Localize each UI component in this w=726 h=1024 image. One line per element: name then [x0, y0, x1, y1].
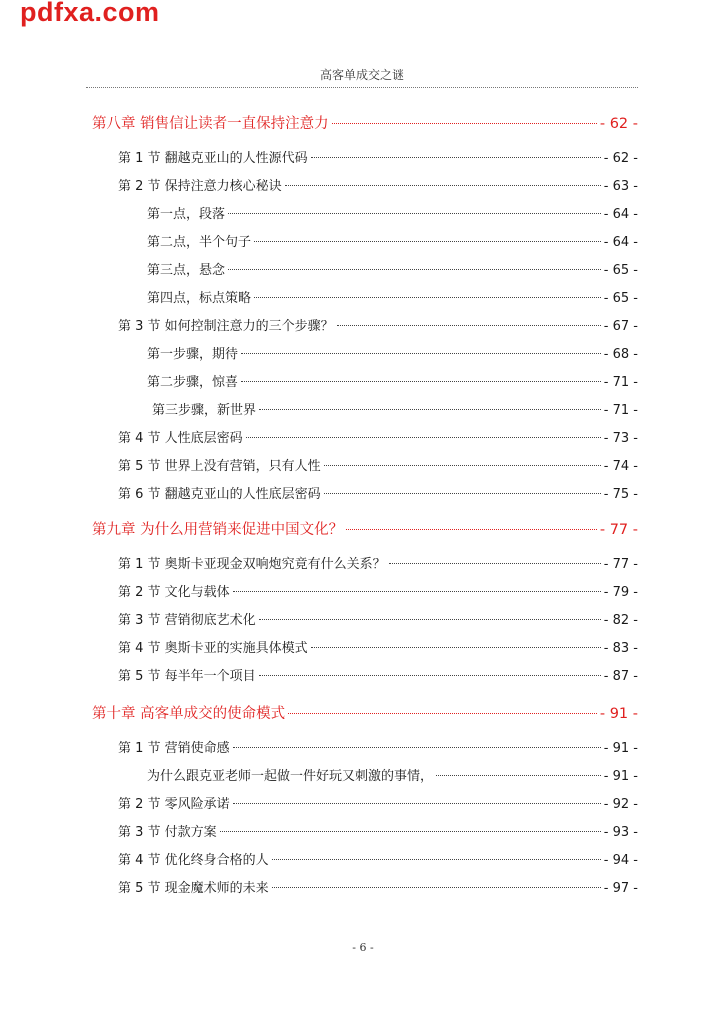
toc-entry-title: 第八章 销售信让读者一直保持注意力 — [92, 116, 329, 132]
toc-subsection-entry[interactable] — [147, 767, 638, 787]
toc-entry-page: - 87 - — [603, 669, 638, 684]
toc-dot-leader — [285, 185, 601, 186]
toc-entry-page: - 93 - — [603, 825, 638, 840]
toc-subsection-entry[interactable] — [147, 233, 638, 253]
toc-entry-title: 为什么跟克亚老师一起做一件好玩又刺激的事情， — [147, 769, 434, 784]
toc-section-entry[interactable] — [118, 739, 638, 759]
toc-dot-leader — [324, 465, 601, 466]
toc-dot-leader — [259, 409, 601, 410]
toc-entry-title: 第 3 节 如何控制注意力的三个步骤？ — [118, 319, 334, 334]
toc-dot-leader — [259, 675, 601, 676]
toc-entry-page: - 94 - — [603, 853, 638, 868]
toc-entry-title: 第 5 节 现金魔术师的未来 — [118, 881, 269, 896]
toc-dot-leader — [311, 157, 601, 158]
toc-entry-title: 第 1 节 翻越克亚山的人性源代码 — [118, 151, 308, 166]
toc-dot-leader — [233, 747, 601, 748]
toc-entry-page: - 75 - — [603, 487, 638, 502]
toc-section-entry[interactable] — [118, 555, 638, 575]
toc-entry-title: 第 1 节 奥斯卡亚现金双响炮究竟有什么关系？ — [118, 557, 386, 572]
toc-section-entry[interactable] — [118, 177, 638, 197]
toc-chapter-entry[interactable] — [92, 704, 638, 724]
toc-dot-leader — [346, 529, 597, 530]
toc-chapter-entry[interactable] — [92, 114, 638, 134]
toc-entry-title: 第 3 节 付款方案 — [118, 825, 217, 840]
toc-entry-page: - 77 - — [599, 522, 638, 538]
toc-subsection-entry[interactable] — [147, 289, 638, 309]
toc-entry-page: - 64 - — [603, 235, 638, 250]
toc-section-entry[interactable] — [118, 851, 638, 871]
toc-entry-title: 第 2 节 文化与载体 — [118, 585, 230, 600]
toc-entry-page: - 71 - — [603, 403, 638, 418]
toc-dot-leader — [228, 213, 601, 214]
toc-entry-title: 第 4 节 人性底层密码 — [118, 431, 243, 446]
toc-entry-title: 第 5 节 每半年一个项目 — [118, 669, 256, 684]
toc-dot-leader — [436, 775, 601, 776]
toc-subsection-entry[interactable] — [152, 401, 638, 421]
toc-entry-page: - 92 - — [603, 797, 638, 812]
toc-entry-page: - 62 - — [603, 151, 638, 166]
toc-dot-leader — [324, 493, 601, 494]
toc-entry-page: - 73 - — [603, 431, 638, 446]
toc-dot-leader — [332, 123, 597, 124]
toc-entry-page: - 91 - — [603, 741, 638, 756]
toc-entry-title: 第 4 节 奥斯卡亚的实施具体模式 — [118, 641, 308, 656]
toc-subsection-entry[interactable] — [147, 261, 638, 281]
toc-dot-leader — [259, 619, 601, 620]
toc-entry-title: 第十章 高客单成交的使命模式 — [92, 706, 286, 722]
toc-entry-page: - 68 - — [603, 347, 638, 362]
toc-entry-page: - 74 - — [603, 459, 638, 474]
toc-entry-title: 第 6 节 翻越克亚山的人性底层密码 — [118, 487, 321, 502]
toc-entry-page: - 64 - — [603, 207, 638, 222]
toc-entry-title: 第 2 节 零风险承诺 — [118, 797, 230, 812]
toc-subsection-entry[interactable] — [147, 345, 638, 365]
toc-dot-leader — [246, 437, 601, 438]
toc-entry-title: 第九章 为什么用营销来促进中国文化？ — [92, 522, 344, 538]
toc-entry-page: - 65 - — [603, 291, 638, 306]
toc-section-entry[interactable] — [118, 611, 638, 631]
toc-chapter-entry[interactable] — [92, 520, 638, 540]
toc-dot-leader — [241, 353, 601, 354]
toc-dot-leader — [272, 859, 601, 860]
watermark-logo: pdfxa.com — [20, 0, 160, 27]
toc-section-entry[interactable] — [118, 317, 638, 337]
toc-section-entry[interactable] — [118, 639, 638, 659]
toc-section-entry[interactable] — [118, 429, 638, 449]
toc-section-entry[interactable] — [118, 667, 638, 687]
toc-section-entry[interactable] — [118, 795, 638, 815]
toc-dot-leader — [288, 713, 597, 714]
toc-dot-leader — [233, 803, 601, 804]
toc-entry-page: - 63 - — [603, 179, 638, 194]
page-number-footer: - 6 - — [352, 941, 374, 954]
toc-entry-page: - 71 - — [603, 375, 638, 390]
toc-entry-title: 第二点，半个句子 — [147, 235, 252, 250]
toc-entry-title: 第四点，标点策略 — [147, 291, 252, 306]
toc-entry-page: - 65 - — [603, 263, 638, 278]
toc-subsection-entry[interactable] — [147, 205, 638, 225]
toc-dot-leader — [272, 887, 601, 888]
toc-entry-title: 第三点，悬念 — [147, 263, 226, 278]
toc-entry-page: - 91 - — [599, 706, 638, 722]
toc-section-entry[interactable] — [118, 879, 638, 899]
toc-entry-page: - 67 - — [603, 319, 638, 334]
toc-dot-leader — [254, 241, 601, 242]
toc-section-entry[interactable] — [118, 485, 638, 505]
toc-entry-page: - 91 - — [603, 769, 638, 784]
toc-entry-title: 第 1 节 营销使命感 — [118, 741, 230, 756]
toc-dot-leader — [228, 269, 601, 270]
toc-section-entry[interactable] — [118, 149, 638, 169]
toc-entry-title: 第二步骤，惊喜 — [147, 375, 239, 390]
toc-entry-title: 第一步骤，期待 — [147, 347, 239, 362]
toc-dot-leader — [254, 297, 601, 298]
toc-entry-page: - 62 - — [599, 116, 638, 132]
toc-entry-title: 第 2 节 保持注意力核心秘诀 — [118, 179, 282, 194]
toc-dot-leader — [311, 647, 601, 648]
toc-dot-leader — [337, 325, 601, 326]
toc-entry-page: - 97 - — [603, 881, 638, 896]
toc-dot-leader — [389, 563, 601, 564]
header-divider — [86, 87, 638, 88]
toc-entry-title: 第 5 节 世界上没有营销，只有人性 — [118, 459, 321, 474]
toc-entry-title: 第一点，段落 — [147, 207, 226, 222]
toc-section-entry[interactable] — [118, 457, 638, 477]
toc-entry-page: - 79 - — [603, 585, 638, 600]
toc-entry-page: - 82 - — [603, 613, 638, 628]
toc-dot-leader — [241, 381, 601, 382]
toc-entry-page: - 77 - — [603, 557, 638, 572]
toc-dot-leader — [233, 591, 601, 592]
toc-entry-title: 第 3 节 营销彻底艺术化 — [118, 613, 256, 628]
toc-subsection-entry[interactable] — [147, 373, 638, 393]
toc-section-entry[interactable] — [118, 583, 638, 603]
toc-dot-leader — [220, 831, 601, 832]
toc-section-entry[interactable] — [118, 823, 638, 843]
toc-entry-title: 第三步骤，新世界 — [152, 403, 257, 418]
running-header: 高客单成交之谜 — [319, 68, 404, 82]
toc-entry-title: 第 4 节 优化终身合格的人 — [118, 853, 269, 868]
toc-entry-page: - 83 - — [603, 641, 638, 656]
